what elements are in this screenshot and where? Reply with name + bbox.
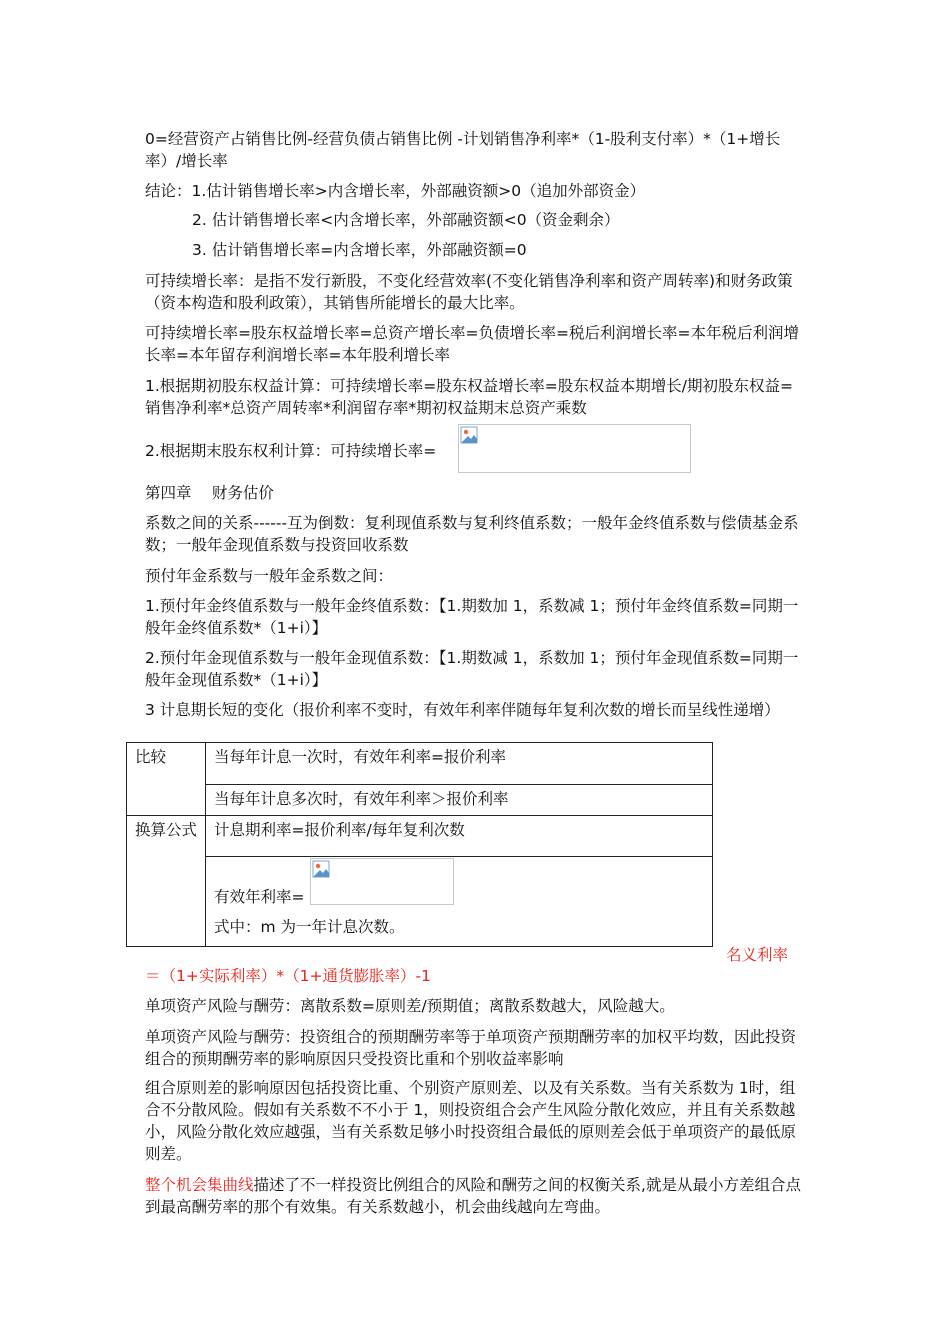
formula-line-external-financing: 0=经营资产占销售比例-经营负债占销售比例 -计划销售净利率*（1-股利支付率）*（1+增长率）/增长率	[145, 130, 781, 170]
conclusion-line-2: 2. 估计销售增长率<内含增长率，外部融资额<0（资金剩余）	[192, 211, 620, 229]
compounding-period-note: 3 计息期长短的变化（报价利率不变时，有效年利率伴随每年复利次数的增长而呈线性递增）	[145, 701, 780, 719]
portfolio-return: 单项资产风险与酬劳：投资组合的预期酬劳率等于单项资产预期酬劳率的加权平均数，因此投资组合的预期酬劳率的影响原因只受投资比重和个别收益率影响	[145, 1028, 797, 1068]
chapter-heading: 第四章 财务估价	[145, 484, 274, 502]
table-cell-multiple: 当每年计息多次时，有效年利率＞报价利率	[206, 785, 713, 816]
sustainable-growth-equalities: 可持续增长率=股东权益增长率=总资产增长率=负债增长率=税后利润增长率=本年税后利润增长率=本年留存利润增长率=本年股利增长率	[145, 324, 799, 364]
annuity-coefficients-heading: 预付年金系数与一般年金系数之间：	[145, 567, 394, 585]
annuity-due-present-value: 2.预付年金现值系数与一般年金现值系数：【1.期数减 1，系数加 1；预付年金现值系数=同期一般年金现值系数*（1+i）】	[145, 649, 799, 689]
opportunity-set-paragraph	[145, 1174, 807, 1218]
table-cell-period-rate: 计息期利率=报价利率/每年复利次数	[206, 816, 713, 857]
image-placeholder-icon	[312, 860, 330, 878]
portfolio-std-factors: 组合原则差的影响原因包括投资比重、个别资产原则差、以及有关系数。当有关系数为 1时，组合不分散风险。假如有关系数不不小于 1，则投资组合会产生风险分散化效应，并且有关系数越小，风险分散化效应越强，当有关系数足够小时投资组合最低的原则差会低于单项资产的最低原则差。	[145, 1079, 797, 1163]
formula-image	[310, 858, 454, 905]
image-placeholder-icon	[460, 426, 478, 444]
annuity-due-future-value: 1.预付年金终值系数与一般年金终值系数：【1.期数加 1，系数减 1；预付年金终值系数=同期一般年金终值系数*（1+i）】	[145, 597, 799, 637]
ending-equity-calc: 2.根据期末股东权利计算：可持续增长率=	[145, 442, 437, 460]
table-footnote: 式中：m 为一年计息次数。	[214, 918, 405, 936]
sustainable-growth-definition: 可持续增长率：是指不发行新股，不变化经营效率(不变化销售净利率和资产周转率)和财务政策（资本构造和股利政策），其销售所能增长的最大比率。	[145, 272, 793, 312]
effective-rate-label: 有效年利率=	[214, 888, 305, 906]
opportunity-set-term: 整个机会集曲线	[145, 1176, 254, 1194]
table-label-formula: 换算公式	[127, 816, 206, 947]
conclusion-line-3: 3. 估计销售增长率=内含增长率，外部融资额=0	[192, 241, 527, 259]
table-cell-once: 当每年计息一次时，有效年利率=报价利率	[206, 743, 713, 785]
conclusion-line-1: 结论：1.估计销售增长率>内含增长率，外部融资额>0（追加外部资金）	[145, 182, 646, 200]
single-asset-risk: 单项资产风险与酬劳：离散系数=原则差/预期值；离散系数越大，风险越大。	[145, 997, 675, 1015]
broken-image-icon	[458, 424, 691, 473]
table-label-compare: 比较	[127, 743, 206, 816]
coefficient-relations: 系数之间的关系------互为倒数：复利现值系数与复利终值系数；一般年金终值系数与偿债基金系数；一般年金现值系数与投资回收系数	[145, 514, 799, 554]
interest-rate-table	[126, 742, 713, 947]
opportunity-set-text: 描述了不一样投资比例组合的风险和酬劳之间的权衡关系,就是从最小方差组合点到最高酬劳率的那个有效集。有关系数越小，机会曲线越向左弯曲。	[145, 1176, 801, 1216]
nominal-rate-label: 名义利率	[726, 946, 789, 964]
beginning-equity-calc: 1.根据期初股东权益计算：可持续增长率=股东权益增长率=股东权益本期增长/期初股东权益=销售净利率*总资产周转率*利润留存率*期初权益期末总资产乘数	[145, 377, 793, 417]
fisher-equation: ＝（1+实际利率）*（1+通货膨胀率）-1	[145, 967, 431, 985]
table-cell-effective-rate	[206, 857, 713, 947]
